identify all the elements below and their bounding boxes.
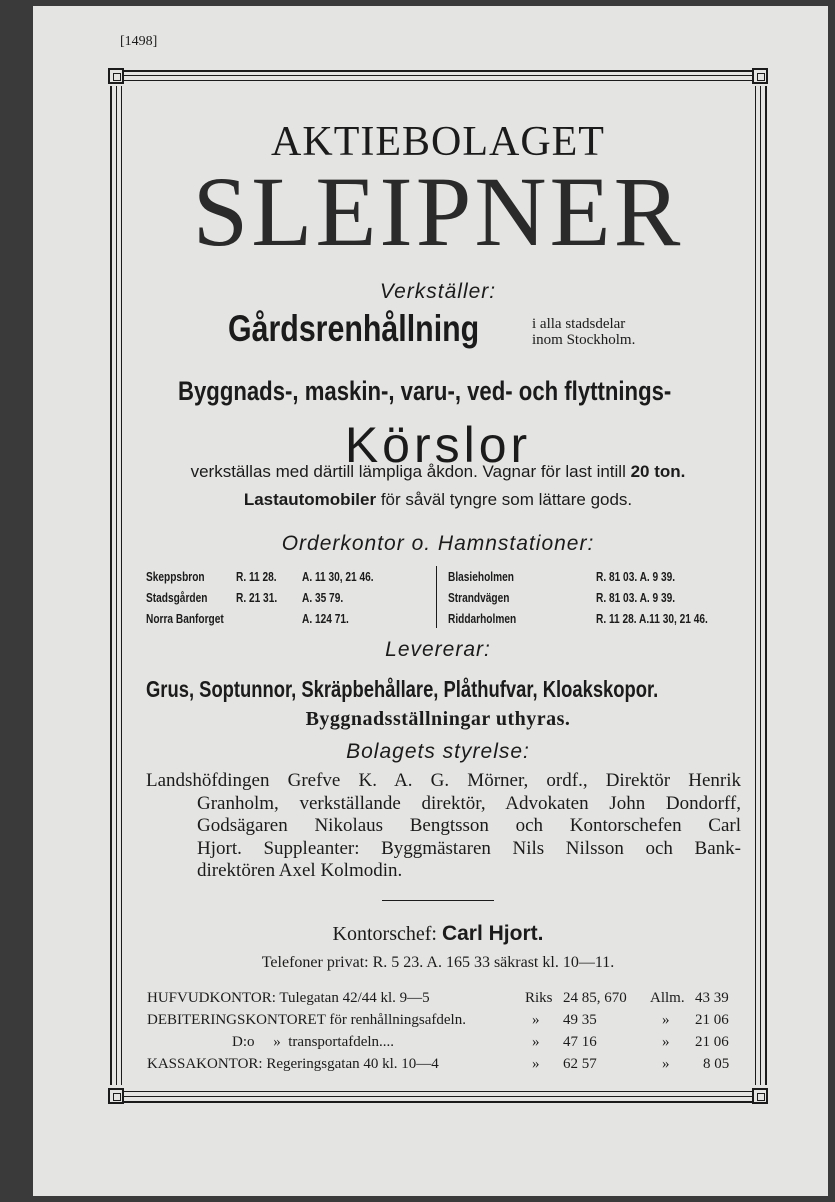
products-line: Grus, Soptunnor, Skräpbehållare, Plåthufvar, Kloakskopor. — [146, 676, 659, 702]
orderkontor-a-number: A. 124 71. — [302, 611, 349, 626]
orderkontor-left-r — [236, 566, 277, 608]
office-phone-riks: 24 85, 670 — [563, 990, 627, 1006]
frame-corner-top-left — [108, 68, 124, 84]
office-phone-riks: 62 57 — [563, 1056, 597, 1072]
board-line: Granholm, verkställande direktör, Advokaten John Dondorff, — [197, 792, 741, 814]
gardsrenhallning-note — [532, 316, 635, 348]
section-divider — [382, 900, 494, 901]
orderkontor-name: Skeppsbron — [146, 569, 205, 584]
office-phone-network-riks: Riks — [525, 990, 553, 1006]
board-line: Hjort. Suppleanter: Byggmästaren Nils Nilsson och Bank- — [197, 837, 741, 859]
office-phone-allm: 21 06 — [695, 1034, 729, 1050]
office-name: DEBITERINGSKONTORET för renhållningsafdeln. — [147, 1012, 466, 1028]
office-phone-riks: 47 16 — [563, 1034, 597, 1050]
board-members — [146, 770, 741, 883]
telefoner-line: Telefoner privat: R. 5 23. A. 165 33 säkrast kl. 10—11. — [261, 954, 615, 971]
frame-corner-bottom-left — [108, 1088, 124, 1104]
office-phone-network-allm: Allm. — [650, 990, 685, 1006]
rental-line: Byggnadsställningar uthyras. — [305, 708, 571, 730]
orderkontor-name: Norra Banforget — [146, 611, 224, 626]
orderkontor-a-number: A. 11 30, 21 46. — [302, 569, 374, 584]
vehicles-line-2-text: för såväl tyngre som lättare gods. — [376, 490, 633, 509]
scan-edge-right — [828, 0, 835, 1202]
kontorschef-name: Carl Hjort. — [441, 922, 544, 945]
orderkontor-right-names — [448, 566, 516, 629]
orderkontor-a-number: A. 35 79. — [302, 590, 344, 605]
office-phone-allm: 43 39 — [695, 990, 729, 1006]
office-phone-allm: 21 06 — [695, 1012, 729, 1028]
levererar-label: Levererar: — [385, 638, 491, 661]
orderkontor-ra-number: R. 81 03. A. 9 39. — [596, 569, 676, 584]
office-name: KASSAKONTOR: Regeringsgatan 40 kl. 10—4 — [147, 1056, 439, 1072]
office-name: D:o » transportafdeln.... — [232, 1034, 395, 1050]
scan-edge-top — [0, 0, 835, 6]
vehicles-line-2 — [108, 490, 768, 510]
board-heading: Bolagets styrelse: — [346, 740, 530, 763]
orderkontor-name: Strandvägen — [448, 590, 510, 605]
orderkontor-divider — [436, 566, 437, 628]
orderkontor-name: Stadsgården — [146, 590, 208, 605]
frame-top-line-2 — [124, 75, 752, 76]
office-phone-network-riks: » — [532, 1034, 540, 1050]
frame-bottom-line-3 — [124, 1101, 752, 1103]
frame-top-line-1 — [124, 70, 752, 72]
orderkontor-heading: Orderkontor o. Hamnstationer: — [281, 532, 595, 555]
frame-corner-top-right — [752, 68, 768, 84]
company-name: SLEIPNER — [192, 156, 684, 267]
scan-edge-left — [0, 0, 33, 1202]
frame-corner-bottom-right — [752, 1088, 768, 1104]
company-prefix: AKTIEBOLAGET — [271, 119, 605, 165]
orderkontor-r-number: R. 11 28. — [236, 569, 277, 584]
office-phone-allm: 8 05 — [703, 1056, 730, 1072]
vehicles-line-1 — [108, 462, 768, 482]
office-phone-network-riks: » — [532, 1012, 540, 1028]
kontorschef-line — [108, 922, 768, 946]
vehicles-line-1-text: verkställas med därtill lämpliga åkdon. Vagnar för last intill — [190, 462, 631, 481]
scan-edge-bottom — [0, 1196, 835, 1202]
vehicles-capacity: 20 ton. — [630, 462, 686, 481]
board-line: direktören Axel Kolmodin. — [197, 860, 403, 881]
office-phone-network-allm: » — [662, 1012, 670, 1028]
orderkontor-r-number: R. 21 31. — [236, 590, 278, 605]
office-phone-riks: 49 35 — [563, 1012, 597, 1028]
gardsrenhallning-title: Gårdsrenhållning — [228, 308, 480, 349]
frame-bottom-line-2 — [124, 1096, 752, 1097]
office-name: HUFVUDKONTOR: Tulegatan 42/44 kl. 9—5 — [147, 990, 430, 1006]
orderkontor-name: Riddarholmen — [448, 611, 517, 626]
office-phone-network-allm: » — [662, 1056, 670, 1072]
orderkontor-ra-number: R. 11 28. A.11 30, 21 46. — [596, 611, 708, 626]
korslor-heading: Körslor — [344, 417, 532, 473]
board-line: Godsägaren Nikolaus Bengtsson och Kontorschefen Carl — [197, 815, 741, 836]
office-phone-network-allm: » — [662, 1034, 670, 1050]
transport-types: Byggnads-, maskin-, varu-, ved- och flyttnings- — [178, 376, 672, 406]
verkstaller-label: Verkställer: — [379, 280, 497, 303]
frame-top-line-3 — [124, 80, 752, 81]
kontorschef-label: Kontorschef: — [332, 923, 437, 945]
frame-bottom-line-1 — [124, 1091, 752, 1092]
orderkontor-left-a — [302, 566, 374, 629]
page-reference: [1498] — [120, 34, 158, 49]
gardsrenhallning-note-line-2: inom Stockholm. — [532, 332, 636, 348]
orderkontor-left-names — [146, 566, 224, 629]
lastautomobiler-label: Lastautomobiler — [243, 490, 377, 509]
gardsrenhallning-note-line-1: i alla stadsdelar — [532, 316, 626, 332]
orderkontor-ra-number: R. 81 03. A. 9 39. — [596, 590, 676, 605]
board-line: Landshöfdingen Grefve K. A. G. Mörner, ordf., Direktör Henrik — [146, 770, 741, 791]
orderkontor-right-numbers — [596, 566, 708, 629]
office-phone-network-riks: » — [532, 1056, 540, 1072]
orderkontor-name: Blasieholmen — [448, 569, 514, 584]
